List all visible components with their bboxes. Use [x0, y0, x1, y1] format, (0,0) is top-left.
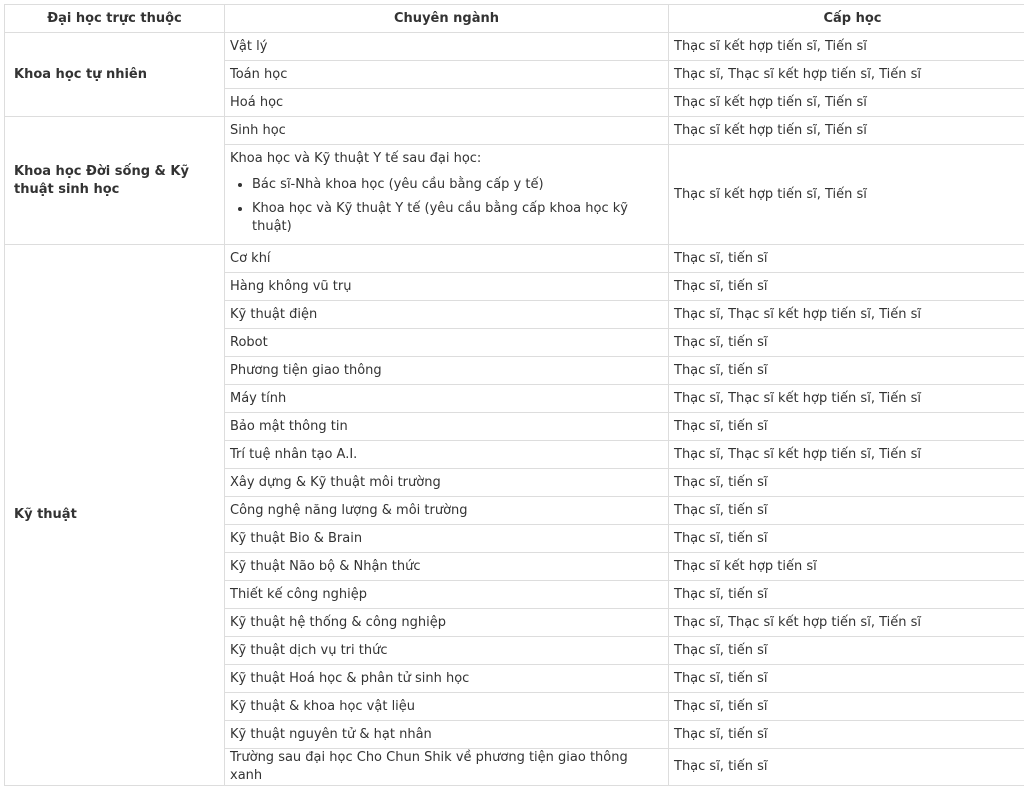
table-row — [5, 33, 1024, 61]
level-cell: Thạc sĩ, tiến sĩ — [669, 525, 1024, 553]
level-cell: Thạc sĩ, tiến sĩ — [669, 581, 1024, 609]
major-cell: Hoá học — [225, 89, 669, 117]
level-cell: Thạc sĩ kết hợp tiến sĩ, Tiến sĩ — [669, 89, 1024, 117]
level-cell: Thạc sĩ, tiến sĩ — [669, 497, 1024, 525]
major-cell: Toán học — [225, 61, 669, 89]
level-cell: Thạc sĩ, tiến sĩ — [669, 693, 1024, 721]
major-cell — [225, 145, 669, 245]
major-cell: Kỹ thuật Hoá học & phân tử sinh học — [225, 665, 669, 693]
major-cell: Robot — [225, 329, 669, 357]
table-body — [5, 33, 1024, 786]
major-cell: Máy tính — [225, 385, 669, 413]
major-cell: Kỹ thuật & khoa học vật liệu — [225, 693, 669, 721]
major-cell: Sinh học — [225, 117, 669, 145]
table-row — [5, 117, 1024, 145]
major-cell: Hàng không vũ trụ — [225, 273, 669, 301]
major-cell: Bảo mật thông tin — [225, 413, 669, 441]
level-cell: Thạc sĩ, tiến sĩ — [669, 329, 1024, 357]
major-cell: Xây dựng & Kỹ thuật môi trường — [225, 469, 669, 497]
list-item: • Khoa học và Kỹ thuật Y tế (yêu cầu bằng cấp khoa học kỹ thuật) — [252, 200, 663, 236]
major-cell: Thiết kế công nghiệp — [225, 581, 669, 609]
level-cell: Thạc sĩ, tiến sĩ — [669, 357, 1024, 385]
level-cell: Thạc sĩ, tiến sĩ — [669, 637, 1024, 665]
university-cell: Kỹ thuật — [5, 245, 225, 786]
level-cell: Thạc sĩ, Thạc sĩ kết hợp tiến sĩ, Tiến sĩ — [669, 385, 1024, 413]
level-cell: Thạc sĩ, tiến sĩ — [669, 749, 1024, 786]
header-university: Đại học trực thuộc — [5, 5, 225, 33]
major-cell: Trường sau đại học Cho Chun Shik về phương tiện giao thông xanh — [225, 749, 669, 786]
major-cell: Kỹ thuật Não bộ & Nhận thức — [225, 553, 669, 581]
table-row — [5, 245, 1024, 273]
major-cell: Kỹ thuật dịch vụ tri thức — [225, 637, 669, 665]
level-cell: Thạc sĩ, tiến sĩ — [669, 245, 1024, 273]
header-row — [5, 5, 1024, 33]
level-cell: Thạc sĩ, tiến sĩ — [669, 273, 1024, 301]
level-cell: Thạc sĩ, tiến sĩ — [669, 413, 1024, 441]
major-cell: Công nghệ năng lượng & môi trường — [225, 497, 669, 525]
list-item: • Bác sĩ-Nhà khoa học (yêu cầu bằng cấp y tế) — [252, 176, 663, 194]
table-header — [5, 5, 1024, 33]
level-cell: Thạc sĩ, Thạc sĩ kết hợp tiến sĩ, Tiến sĩ — [669, 61, 1024, 89]
major-cell: Phương tiện giao thông — [225, 357, 669, 385]
level-cell: Thạc sĩ, tiến sĩ — [669, 721, 1024, 749]
university-cell: Khoa học tự nhiên — [5, 33, 225, 117]
level-cell: Thạc sĩ, tiến sĩ — [669, 469, 1024, 497]
programs-table — [4, 4, 1024, 786]
level-cell: Thạc sĩ kết hợp tiến sĩ, Tiến sĩ — [669, 117, 1024, 145]
major-cell: Cơ khí — [225, 245, 669, 273]
level-cell: Thạc sĩ, Thạc sĩ kết hợp tiến sĩ, Tiến sĩ — [669, 609, 1024, 637]
major-cell: Kỹ thuật Bio & Brain — [225, 525, 669, 553]
level-cell: Thạc sĩ kết hợp tiến sĩ, Tiến sĩ — [669, 145, 1024, 245]
level-cell: Thạc sĩ, Thạc sĩ kết hợp tiến sĩ, Tiến sĩ — [669, 301, 1024, 329]
level-cell: Thạc sĩ kết hợp tiến sĩ — [669, 553, 1024, 581]
major-cell: Trí tuệ nhân tạo A.I. — [225, 441, 669, 469]
level-cell: Thạc sĩ kết hợp tiến sĩ, Tiến sĩ — [669, 33, 1024, 61]
major-cell: Kỹ thuật điện — [225, 301, 669, 329]
major-cell: Vật lý — [225, 33, 669, 61]
major-cell: Kỹ thuật nguyên tử & hạt nhân — [225, 721, 669, 749]
level-cell: Thạc sĩ, Thạc sĩ kết hợp tiến sĩ, Tiến sĩ — [669, 441, 1024, 469]
major-cell: Kỹ thuật hệ thống & công nghiệp — [225, 609, 669, 637]
major-heading: Khoa học và Kỹ thuật Y tế sau đại học: — [230, 150, 663, 168]
header-major: Chuyên ngành — [225, 5, 669, 33]
university-cell: Khoa học Đời sống & Kỹ thuật sinh học — [5, 117, 225, 245]
header-level: Cấp học — [669, 5, 1024, 33]
major-sublist — [230, 176, 663, 236]
level-cell: Thạc sĩ, tiến sĩ — [669, 665, 1024, 693]
